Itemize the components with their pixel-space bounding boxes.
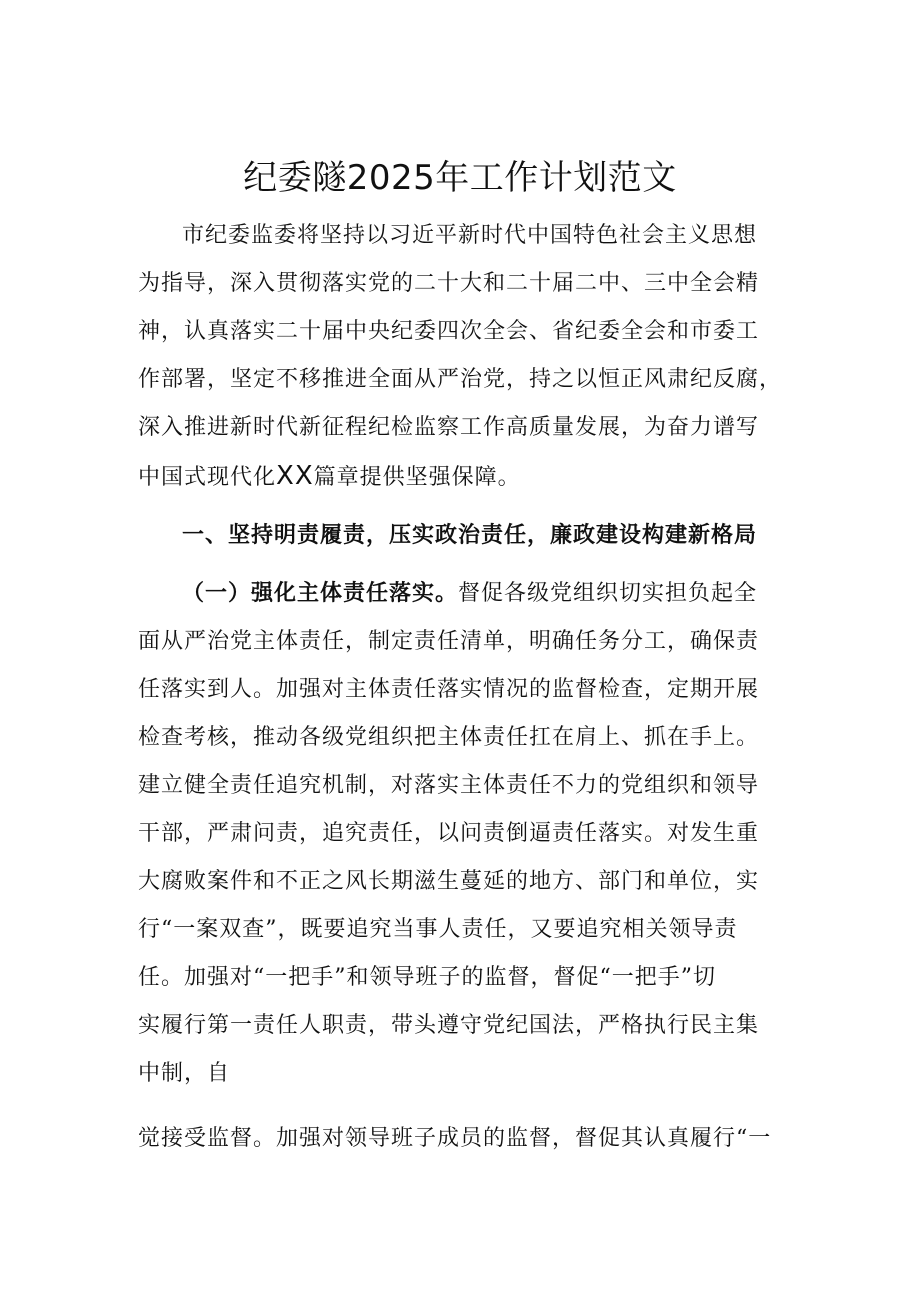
paragraph-line: 中制，自 xyxy=(138,1061,231,1086)
paragraph-line: 建立健全责任追究机制，对落实主体责任不力的党组织和领导 xyxy=(138,773,760,798)
paragraph-line: 实履行第一责任人职责，带头遵守党纪国法，严格执行民主集 xyxy=(138,1013,760,1038)
text-segment: 篇章提供坚强保障。 xyxy=(313,465,521,490)
paragraph-line: 深入推进新时代新征程纪检监察工作高质量发展，为奋力谱写 xyxy=(138,415,760,440)
paragraph-line: 大腐败案件和不正之风长期滋生蔓延的地方、部门和单位，实 xyxy=(138,869,760,894)
continuation-paragraph xyxy=(138,1115,778,1163)
page-title: 纪委隧2025年工作计划范文 xyxy=(243,158,677,198)
paragraph-line: 面从严治党主体责任，制定责任清单，明确任务分工，确保责 xyxy=(138,629,760,654)
subsection-paragraph xyxy=(138,570,778,1098)
section-heading-block xyxy=(138,512,778,560)
paragraph-line: 市纪委监委将坚持以习近平新时代中国特色社会主义思想 xyxy=(182,223,758,248)
paragraph-line: 作部署，坚定不移推进全面从严治党，持之以恒正风肃纪反腐， xyxy=(138,367,783,392)
subsection-heading: （一）强化主体责任落实。 xyxy=(182,581,459,606)
paragraph-line: 任落实到人。加强对主体责任落实情况的监督检查，定期开展 xyxy=(138,677,760,702)
placeholder-xx: XX xyxy=(276,461,314,491)
paragraph-line xyxy=(138,570,778,618)
paragraph-line: 觉接受监督。加强对领导班子成员的监督，督促其认真履行“一 xyxy=(138,1126,772,1151)
paragraph-line-last xyxy=(138,452,778,502)
text-segment: 督促各级党组织切实担负起全 xyxy=(458,581,758,606)
section-heading: 一、坚持明责履责，压实政治责任，廉政建设构建新格局 xyxy=(182,523,758,548)
paragraph-line: 检查考核，推动各级党组织把主体责任扛在肩上、抓在手上。 xyxy=(138,725,760,750)
paragraph-line: 干部，严肃问责，追究责任，以问责倒逼责任落实。对发生重 xyxy=(138,821,760,846)
paragraph-line: 神，认真落实二十届中央纪委四次全会、省纪委全会和市委工 xyxy=(138,319,760,344)
paragraph-line: 任。加强对“一把手”和领导班子的监督，督促“一把手”切 xyxy=(138,965,716,990)
paragraph-line: 行“一案双查”，既要追究当事人责任，又要追究相关领导责 xyxy=(138,917,738,942)
intro-paragraph xyxy=(138,212,783,502)
paragraph-line: 为指导，深入贯彻落实党的二十大和二十届二中、三中全会精 xyxy=(138,271,760,296)
text-segment: 中国式现代化 xyxy=(138,465,277,490)
